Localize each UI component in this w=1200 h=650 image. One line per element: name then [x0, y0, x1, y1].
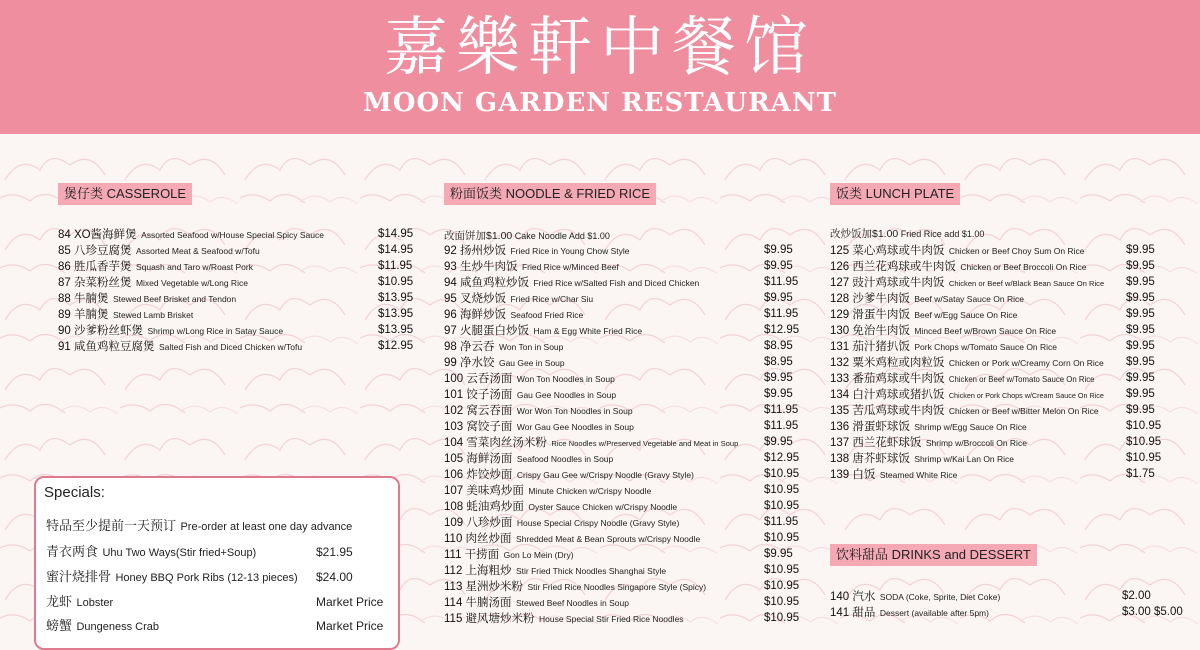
item-name-chinese: 蜜汁烧排骨 [46, 569, 112, 584]
item-name-english: House Special Stir Fried Rice Noodles [538, 614, 684, 624]
item-name-english: Assorted Meat & Seafood w/Tofu [135, 246, 260, 256]
item-name-english: Steamed White Rice [879, 470, 958, 480]
item-price: $3.00 $5.00 [1122, 606, 1183, 618]
item-name-chinese: 84 XO酱海鲜煲 [58, 229, 137, 241]
casserole-section [58, 183, 418, 363]
menu-item [830, 588, 1151, 604]
item-name-chinese: 102 窝云吞面 [444, 405, 513, 417]
menu-item [830, 290, 1155, 306]
item-price: $9.95 [764, 260, 793, 272]
menu-item [830, 338, 1155, 354]
menu-item [444, 594, 800, 610]
item-price: $9.95 [1126, 276, 1155, 288]
item-price: $13.95 [378, 292, 414, 304]
item-price: $9.95 [764, 436, 793, 448]
section-title-casserole: 煲仔类 CASSEROLE [58, 183, 192, 205]
lunch-note [830, 226, 984, 241]
item-name-english: Dessert (available after 5pm) [879, 608, 989, 618]
item-name-english: Shrimp w/Broccoli On Rice [925, 438, 1027, 448]
item-name-chinese: 141 甜品 [830, 607, 876, 619]
item-name-chinese: 93 生炒牛肉饭 [444, 261, 518, 273]
item-price: $24.00 [316, 570, 353, 584]
item-price: $11.95 [378, 260, 413, 272]
menu-item [830, 450, 1162, 466]
menu-item [830, 306, 1155, 322]
item-price: $9.95 [764, 372, 793, 384]
restaurant-name-english: MOON GARDEN RESTAURANT [363, 88, 837, 118]
menu-item [58, 290, 414, 306]
item-price: $10.95 [764, 500, 800, 512]
item-name-chinese: 114 牛腩汤面 [444, 597, 512, 609]
item-name-english: Chicken or Pork Chops w/Cream Sauce On Rice [948, 391, 1104, 400]
menu-item [444, 306, 799, 322]
item-price: $9.95 [1126, 388, 1155, 400]
menu-item [444, 290, 793, 306]
item-price: $8.95 [764, 340, 793, 352]
item-name-english: Pork Chops w/Tomato Sauce On Rice [914, 342, 1058, 352]
item-price: $10.95 [1126, 420, 1162, 432]
item-name-chinese: 改面饼加$1.00 [444, 230, 513, 242]
item-name-chinese: 青衣两食 [46, 544, 99, 559]
item-name-english: Dungeness Crab [76, 621, 160, 633]
item-price: $9.95 [1126, 308, 1155, 320]
menu-item [444, 482, 800, 498]
item-name-english: Oyster Sauce Chicken w/Crispy Noodle [528, 502, 678, 512]
item-name-english: Stir Fried Rice Noodles Singapore Style (Spicy) [527, 582, 707, 592]
menu-item [444, 418, 799, 434]
item-price: $11.95 [764, 420, 799, 432]
menu-item [444, 514, 799, 530]
menu-item [830, 402, 1155, 418]
menu-item [830, 418, 1162, 434]
item-name-english: Seafood Noodles in Soup [516, 454, 614, 464]
item-name-chinese: 125 菜心鸡球或牛肉饭 [830, 245, 945, 257]
item-name-english: Beef w/Egg Sauce On Rice [914, 310, 1018, 320]
item-name-chinese: 96 海鲜炒饭 [444, 309, 506, 321]
item-name-english: Wor Won Ton Noodles in Soup [516, 406, 633, 416]
menu-item [444, 386, 793, 402]
item-price: $9.95 [1126, 356, 1155, 368]
item-name-english: Fried Rice in Young Chow Style [510, 246, 630, 256]
item-price: $14.95 [378, 228, 414, 240]
menu-item [444, 354, 793, 370]
item-name-chinese: 104 雪菜肉丝汤米粉 [444, 437, 547, 449]
item-price: $10.95 [764, 580, 800, 592]
item-name-chinese: 100 云吞汤面 [444, 373, 513, 385]
item-price: $2.00 [1122, 590, 1151, 602]
item-name-chinese: 88 牛腩煲 [58, 293, 109, 305]
section-title-drinks: 饮料甜品 DRINKS and DESSERT [830, 544, 1037, 566]
item-price: $11.95 [764, 276, 799, 288]
specials-notice [46, 516, 352, 536]
item-name-chinese: 87 杂菜粉丝煲 [58, 277, 132, 289]
item-price: $11.95 [764, 404, 799, 416]
item-name-english: Rice Noodles w/Preserved Vegetable and Meat in Soup [551, 439, 739, 448]
item-name-english: Chicken or Beef w/Black Bean Sauce On Rice [948, 279, 1105, 288]
item-price: $12.95 [378, 340, 414, 352]
item-price: $9.95 [1126, 404, 1155, 416]
item-name-english: Fried Rice w/Char Siu [510, 294, 594, 304]
item-name-english: Stewed Beef Noodles in Soup [515, 598, 629, 608]
special-item [46, 616, 384, 636]
item-name-english: Lobster [76, 597, 114, 609]
noodle-note [444, 228, 610, 243]
menu-item [444, 402, 799, 418]
item-name-english: Minute Chicken w/Crispy Noodle [528, 486, 652, 496]
item-price: $10.95 [764, 596, 800, 608]
menu-item [830, 242, 1155, 258]
item-name-english: Gon Lo Mein (Dry) [503, 550, 574, 560]
menu-item [830, 604, 1183, 620]
menu-item [444, 546, 793, 562]
item-name-chinese: 97 火腿蛋白炒饭 [444, 325, 529, 337]
menu-item [58, 258, 413, 274]
item-name-chinese: 89 羊腩煲 [58, 309, 109, 321]
item-name-chinese: 改炒饭加$1.00 [830, 228, 899, 240]
item-name-chinese: 107 美味鸡炒面 [444, 485, 524, 497]
item-name-chinese: 螃蟹 [46, 618, 73, 633]
item-name-chinese: 138 唐芥虾球饭 [830, 453, 910, 465]
item-price: Market Price [316, 619, 384, 633]
item-price: $14.95 [378, 244, 414, 256]
item-name-chinese: 101 饺子汤面 [444, 389, 513, 401]
item-name-chinese: 105 海鲜汤面 [444, 453, 513, 465]
item-name-english: Fried Rice w/Minced Beef [521, 262, 619, 272]
menu-item [444, 258, 793, 274]
item-name-english: Salted Fish and Diced Chicken w/Tofu [158, 342, 303, 352]
item-name-chinese: 139 白饭 [830, 469, 876, 481]
menu-item [444, 498, 800, 514]
item-price: $9.95 [764, 244, 793, 256]
item-name-chinese: 103 窝饺子面 [444, 421, 513, 433]
item-name-chinese: 137 西兰花虾球饭 [830, 437, 922, 449]
item-name-english: Minced Beef w/Brown Sauce On Rice [914, 326, 1057, 336]
item-name-chinese: 113 星洲炒米粉 [444, 581, 524, 593]
menu-item [444, 338, 793, 354]
item-name-chinese: 108 蚝油鸡炒面 [444, 501, 524, 513]
item-name-english: Shrimp w/Kai Lan On Rice [914, 454, 1015, 464]
item-price: $10.95 [1126, 436, 1162, 448]
item-name-chinese: 140 汽水 [830, 591, 876, 603]
item-name-chinese: 133 番茄鸡球或牛肉饭 [830, 373, 945, 385]
item-price: $9.95 [1126, 324, 1155, 336]
item-price: $8.95 [764, 356, 793, 368]
item-name-chinese: 99 净水饺 [444, 357, 495, 369]
item-price: $10.95 [764, 468, 800, 480]
item-name-chinese: 90 沙爹粉丝虾煲 [58, 325, 143, 337]
menu-item [444, 450, 800, 466]
item-name-english: Ham & Egg White Fried Rice [533, 326, 643, 336]
restaurant-name-chinese: 嘉樂軒中餐馆 [384, 11, 816, 85]
item-price: $12.95 [764, 452, 800, 464]
item-price: $10.95 [764, 532, 800, 544]
item-name-english: Chicken or Beef Broccoli On Rice [960, 262, 1087, 272]
item-name-english: Fried Rice w/Salted Fish and Diced Chicken [533, 278, 700, 288]
item-name-chinese: 135 苦瓜鸡球或牛肉饭 [830, 405, 945, 417]
specials-box [34, 476, 400, 650]
item-price: $10.95 [1126, 452, 1162, 464]
item-name-chinese: 127 豉汁鸡球或牛肉饭 [830, 277, 945, 289]
item-name-english: Wor Gau Gee Noodles in Soup [516, 422, 634, 432]
menu-item [444, 578, 800, 594]
item-price: $9.95 [764, 548, 793, 560]
item-name-chinese: 112 上海粗炒 [444, 565, 512, 577]
item-name-chinese: 95 叉烧炒饭 [444, 293, 506, 305]
item-name-chinese: 136 滑蛋虾球饭 [830, 421, 910, 433]
drinks-section [830, 544, 1183, 630]
special-item [46, 567, 353, 587]
section-title-lunch: 饭类 LUNCH PLATE [830, 183, 960, 205]
item-price: $9.95 [764, 292, 793, 304]
item-name-chinese: 86 胜瓜香芋煲 [58, 261, 132, 273]
noodle-section [444, 183, 804, 630]
item-name-chinese: 106 炸饺炒面 [444, 469, 513, 481]
item-price: $10.95 [764, 484, 800, 496]
menu-item [444, 530, 800, 546]
item-price: Market Price [316, 595, 384, 609]
menu-item [444, 562, 800, 578]
item-name-chinese: 91 咸鱼鸡粒豆腐煲 [58, 341, 155, 353]
item-name-english: Gau Gee in Soup [498, 358, 565, 368]
item-name-english: Squash and Taro w/Roast Pork [135, 262, 253, 272]
item-price: $9.95 [1126, 292, 1155, 304]
menu-item [830, 386, 1155, 402]
item-name-english: Pre-order at least one day advance [180, 521, 353, 533]
item-name-english: Chicken or Beef w/Bitter Melon On Rice [948, 406, 1099, 416]
item-name-chinese: 129 滑蛋牛肉饭 [830, 309, 910, 321]
item-name-chinese: 110 肉丝炒面 [444, 533, 512, 545]
item-name-chinese: 115 避风塘炒米粉 [444, 613, 535, 625]
item-name-chinese: 126 西兰花鸡球或牛肉饭 [830, 261, 956, 273]
item-name-english: House Special Crispy Noodle (Gravy Style) [516, 518, 680, 528]
item-name-chinese: 111 干捞面 [444, 549, 500, 561]
item-name-english: Stewed Lamb Brisket [112, 310, 194, 320]
menu-item [830, 370, 1155, 386]
item-name-english: Crispy Gau Gee w/Crispy Noodle (Gravy Style) [516, 470, 694, 480]
menu-item [444, 466, 800, 482]
item-name-chinese: 特品至少提前一天预订 [46, 518, 177, 533]
item-name-chinese: 94 咸鱼鸡粒炒饭 [444, 277, 529, 289]
item-price: $9.95 [1126, 260, 1155, 272]
item-price: $9.95 [1126, 244, 1155, 256]
item-name-chinese: 128 沙爹牛肉饭 [830, 293, 910, 305]
menu-item [830, 274, 1155, 290]
item-name-english: Shrimp w/Egg Sauce On Rice [914, 422, 1027, 432]
item-price: $10.95 [764, 564, 800, 576]
menu-item [830, 434, 1162, 450]
item-name-english: Won Ton in Soup [498, 342, 564, 352]
item-name-english: Chicken or Pork w/Creamy Corn On Rice [948, 358, 1104, 368]
menu-item [444, 610, 800, 626]
item-name-english: Assorted Seafood w/House Special Spicy Sauce [141, 230, 324, 240]
item-name-english: Fried Rice add $1.00 [900, 229, 985, 239]
item-name-chinese: 98 净云吞 [444, 341, 495, 353]
item-price: $10.95 [378, 276, 414, 288]
menu-item [58, 274, 414, 290]
section-title-noodle: 粉面饭类 NOODLE & FRIED RICE [444, 183, 656, 205]
item-name-english: Shrimp w/Long Rice in Satay Sauce [147, 326, 284, 336]
item-name-english: Cake Noodle Add $1.00 [514, 231, 610, 241]
menu-item [830, 258, 1155, 274]
menu-item [830, 354, 1155, 370]
item-name-english: Honey BBQ Pork Ribs (12-13 pieces) [115, 572, 298, 584]
item-name-chinese: 92 扬州炒饭 [444, 245, 506, 257]
item-price: $1.75 [1126, 468, 1155, 480]
item-name-english: Chicken or Beef w/Tomato Sauce On Rice [948, 375, 1095, 384]
header-banner [0, 0, 1200, 134]
item-name-chinese: 132 粟米鸡粒或肉粒饭 [830, 357, 945, 369]
item-price: $9.95 [764, 388, 793, 400]
menu-item [58, 226, 414, 242]
item-price: $12.95 [764, 324, 800, 336]
menu-item [444, 322, 800, 338]
item-name-english: Beef w/Satay Sauce On Rice [914, 294, 1024, 304]
item-name-english: Won Ton Noodles in Soup [516, 374, 615, 384]
item-price: $11.95 [764, 516, 799, 528]
item-name-english: Uhu Two Ways(Stir fried+Soup) [102, 547, 257, 559]
item-name-english: Chicken or Beef Choy Sum On Rice [948, 246, 1085, 256]
menu-item [444, 370, 793, 386]
item-name-english: Stir Fried Thick Noodles Shanghai Style [515, 566, 667, 576]
menu-item [58, 338, 414, 354]
lunch-section [830, 183, 1160, 493]
menu-item [58, 322, 414, 338]
item-name-chinese: 134 白汁鸡球或猪扒饭 [830, 389, 945, 401]
item-name-english: Mixed Vegetable w/Long Rice [135, 278, 248, 288]
menu-item [444, 274, 799, 290]
menu-item [830, 466, 1155, 482]
item-price: $9.95 [1126, 372, 1155, 384]
item-price: $9.95 [1126, 340, 1155, 352]
item-name-chinese: 85 八珍豆腐煲 [58, 245, 132, 257]
special-item [46, 592, 384, 612]
menu-item [830, 322, 1155, 338]
menu-item [444, 434, 793, 450]
item-name-chinese: 130 免治牛肉饭 [830, 325, 910, 337]
special-item [46, 542, 353, 562]
item-name-chinese: 131 茄汁猪扒饭 [830, 341, 910, 353]
menu-item [58, 242, 414, 258]
item-name-english: Stewed Beef Brisket and Tendon [112, 294, 237, 304]
menu-item [58, 306, 414, 322]
item-name-chinese: 龙虾 [46, 594, 73, 609]
item-price: $11.95 [764, 308, 799, 320]
item-name-english: Gau Gee Noodles in Soup [516, 390, 617, 400]
item-price: $13.95 [378, 324, 414, 336]
item-price: $13.95 [378, 308, 414, 320]
menu-item [444, 242, 793, 258]
specials-title: Specials: [44, 484, 105, 501]
item-price: $21.95 [316, 545, 353, 559]
item-price: $10.95 [764, 612, 800, 624]
item-name-chinese: 109 八珍炒面 [444, 517, 513, 529]
item-name-english: Seafood Fried Rice [510, 310, 584, 320]
item-name-english: SODA (Coke, Sprite, Diet Coke) [879, 592, 1001, 602]
item-name-english: Shredded Meat & Bean Sprouts w/Crispy Noodle [515, 534, 701, 544]
